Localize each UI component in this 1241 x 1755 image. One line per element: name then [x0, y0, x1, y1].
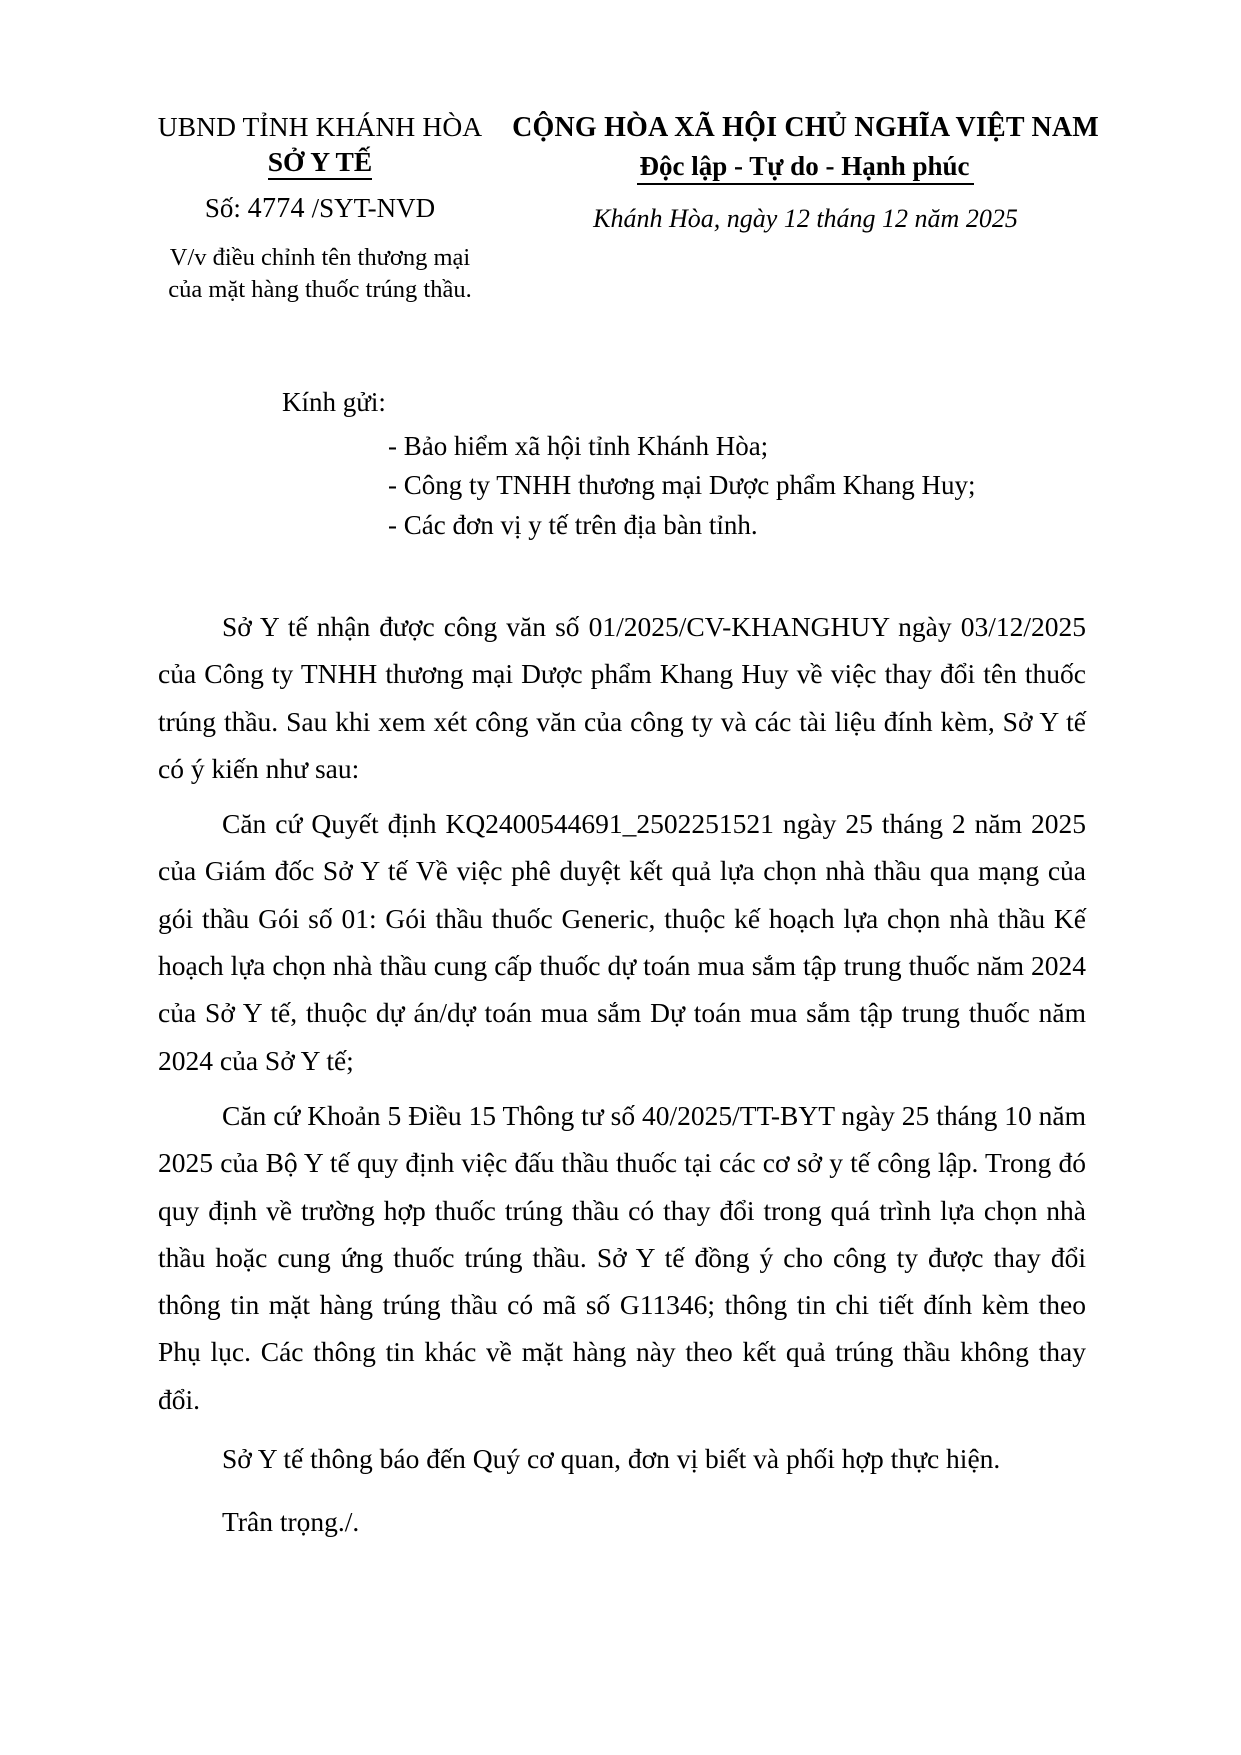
document-number-suffix: /SYT-NVD	[311, 192, 436, 223]
issuing-authority-name-text: SỞ Y TẾ	[268, 146, 372, 180]
place-and-date: Khánh Hòa, ngày 12 tháng 12 năm 2025	[593, 204, 1018, 234]
document-number-label: Số:	[204, 192, 241, 223]
body-regards: Trân trọng./.	[222, 1506, 360, 1538]
body-paragraph: Sở Y tế nhận được công văn số 01/2025/CV-KHANGHUY ngày 03/12/2025 của Công ty TNHH thương mại Dược phẩm Khang Huy về việc thay đổi tên thuốc trúng thầu. Sau khi xem xét công văn của công ty và các tài liệu đính kèm, Sở Y tế có ý kiến như sau:	[158, 610, 1086, 784]
national-motto-text: Độc lập - Tự do - Hạnh phúc	[637, 151, 973, 185]
document-subject-line-1: V/v điều chỉnh tên thương mại	[169, 243, 471, 271]
recipients-title: Kính gửi:	[282, 386, 386, 417]
body-paragraph: Căn cứ Khoản 5 Điều 15 Thông tư số 40/2025/TT-BYT ngày 25 tháng 10 năm 2025 của Bộ Y tế quy định việc đấu thầu thuốc tại các cơ sở y tế công lập. Trong đó quy định về trường hợp thuốc trúng thầu có thay đổi trong quá trình lựa chọn nhà thầu hoặc cung ứng thuốc trúng thầu. Sở Y tế đồng ý cho công ty được thay đổi thông tin mặt hàng trúng thầu có mã số G11346; thông tin chi tiết đính kèm theo Phụ lục. Các thông tin khác về mặt hàng này theo kết quả trúng thầu không thay đổi.	[158, 1099, 1086, 1415]
issuing-authority-parent: UBND TỈNH KHÁNH HÒA	[157, 111, 483, 142]
issuing-authority-name	[140, 145, 500, 179]
national-header-block	[500, 110, 1111, 236]
document-header	[0, 0, 1241, 307]
national-motto	[637, 149, 973, 184]
body-paragraph: Căn cứ Quyết định KQ2400544691_2502251521 ngày 25 tháng 2 năm 2025 của Giám đốc Sở Y tế Về việc phê duyệt kết quả lựa chọn nhà thầu qua mạng của gói thầu Gói số 01: Gói thầu thuốc Generic, thuộc kế hoạch lựa chọn nhà thầu Kế hoạch lựa chọn nhà thầu cung cấp thuốc dự toán mua sắm tập trung thuốc năm 2024 của Sở Y tế, thuộc dự án/dự toán mua sắm Dự toán mua sắm tập trung thuốc năm 2024 của Sở Y tế;	[158, 808, 1086, 1076]
issuing-authority-block	[140, 110, 500, 307]
document-body	[0, 603, 1241, 1546]
recipients-block	[0, 385, 1241, 545]
body-closing-paragraph: Sở Y tế thông báo đến Quý cơ quan, đơn vị biết và phối hợp thực hiện.	[222, 1443, 1001, 1475]
recipients-list	[282, 427, 1121, 545]
recipient-item: - Bảo hiểm xã hội tỉnh Khánh Hòa;	[388, 430, 769, 461]
document-subject-line-2: của mặt hàng thuốc trúng thầu.	[168, 276, 472, 304]
document-subject	[140, 242, 500, 307]
recipient-item: - Các đơn vị y tế trên địa bàn tỉnh.	[388, 509, 758, 540]
national-title: CỘNG HÒA XÃ HỘI CHỦ NGHĨA VIỆT NAM	[512, 112, 1099, 143]
document-number-line	[140, 192, 500, 226]
recipient-item: - Công ty TNHH thương mại Dược phẩm Khang Huy;	[388, 470, 976, 501]
document-number-value: 4774	[247, 192, 305, 224]
